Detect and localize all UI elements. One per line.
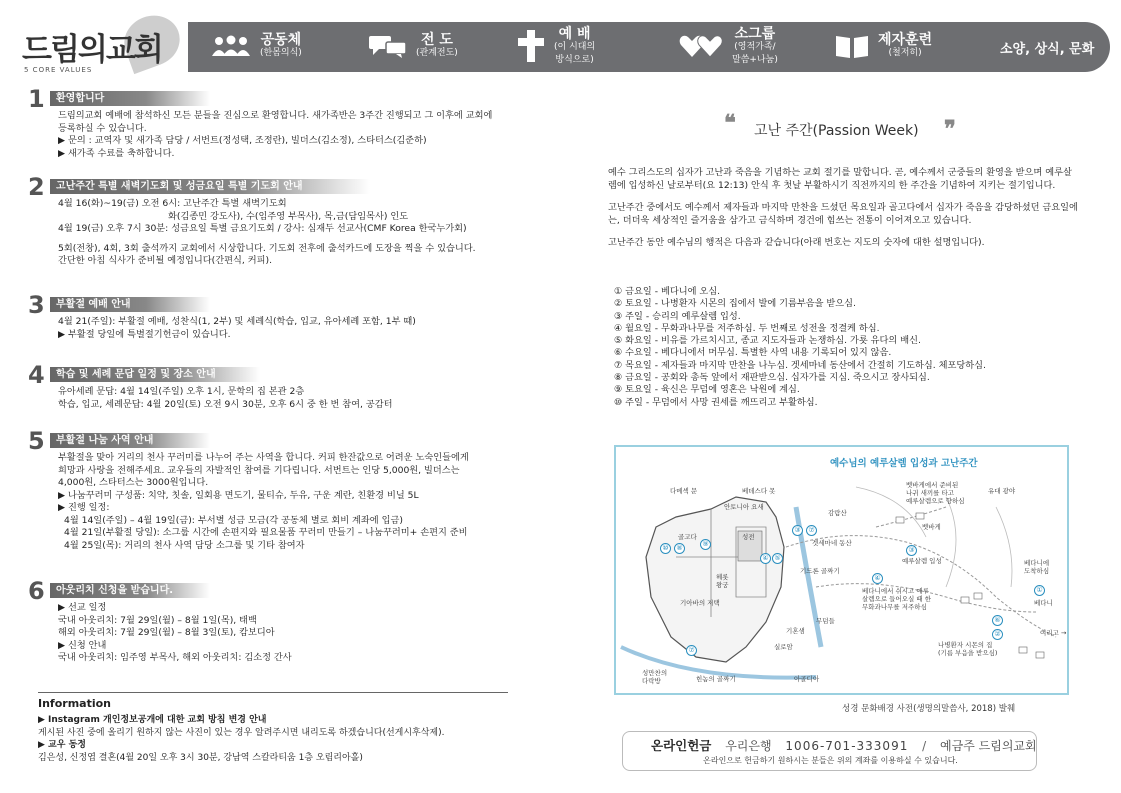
step-item: ⑧ 금요일 - 공회와 총독 앞에서 재판받으심. 십자가를 지심. 죽으시고 장사되심.: [614, 372, 930, 384]
step-item: ⑦ 목요일 - 제자들과 마지막 만찬을 나누심. 겟세마네 동산에서 간절히 기도하심. 체포당하심.: [614, 359, 986, 371]
map-label: 기혼샘: [786, 627, 805, 635]
book-icon: [834, 33, 870, 62]
map-label: 기아바의 저택: [680, 599, 720, 607]
body-line: 부활절을 맞아 거리의 천사 꾸러미를 나누어 주는 사역을 합니다. 커피 한잔값으로 어려운 노숙인들에게: [58, 452, 469, 463]
nav-item-culture[interactable]: [1000, 22, 1094, 72]
body-line: 4월 19(금) 오후 7시 30분: 성금요일 특별 금요기도회 / 강사: 심재두 선교사(CMF Korea 한국누가회): [58, 223, 467, 234]
map-label: 안토니아 요새: [724, 503, 764, 511]
article-title: 고난 주간(Passion Week): [754, 123, 919, 139]
section-title: 아웃리치 신청을 받습니다.: [50, 583, 210, 598]
nav-item-worship[interactable]: [516, 22, 595, 72]
map-marker-3b: ③: [906, 545, 917, 556]
section-number: 3: [28, 291, 45, 319]
map-label: 베다니: [1034, 599, 1053, 607]
nav-label: 소양, 상식, 문화: [1000, 41, 1095, 57]
section-body: [58, 602, 538, 665]
step-item: ⑨ 토요일 - 육신은 무덤에 영혼은 낙원에 계심.: [614, 384, 800, 396]
section-number: 2: [28, 173, 45, 201]
section-number: 6: [28, 577, 45, 605]
body-line: 5회(전창), 4회, 3회 출석까지 교회에서 시상합니다. 기도회 전후에 출석카드에 도장을 찍을 수 있습니다.: [58, 242, 476, 254]
week-steps: [614, 286, 1074, 409]
nav-sublabel: (철저히): [888, 48, 922, 58]
nav-sublabel: (한몸의식): [260, 48, 302, 58]
step-item: ④ 월요일 - 무화과나무를 저주하심. 두 번째로 성전을 정결케 하심.: [614, 322, 880, 334]
body-line: 4월 25일(목): 거리의 천사 사역 담당 소그룹 및 기타 참여자: [64, 539, 305, 551]
body-line: 4월 21일(부활절 당일): 소그룹 시간에 손편지와 필요물품 꾸러미 만들기 – 나눔꾸러미+ 손편지 준비: [64, 527, 468, 538]
offering-account-line: [651, 736, 1037, 754]
info-line: ▶ 교우 동정: [38, 740, 86, 750]
body-line: 4월 16(화)~19(금) 오전 6시: 고난주간 특별 새벽기도회: [58, 198, 287, 209]
quote-open-icon: ❝: [724, 110, 736, 136]
offering-account-number[interactable]: 1006-701-333091: [785, 739, 909, 753]
map-marker-4: ④: [760, 553, 771, 564]
map-label: 골고다: [678, 533, 697, 541]
offering-separator: /: [922, 739, 927, 753]
step-item: ⑤ 화요일 - 비유를 가르치시고, 종교 지도자들과 논쟁하심. 가룟 유다의 배신.: [614, 335, 921, 347]
quote-close-icon: ❞: [944, 116, 956, 142]
step-item: ② 토요일 - 나병환자 시몬의 집에서 발에 기름부음을 받으심.: [614, 298, 856, 310]
map-label: 예루살렘 입성: [902, 557, 942, 565]
church-logo[interactable]: [12, 10, 188, 76]
info-heading: Information: [38, 692, 508, 714]
map-label: 힌놈의 골짜기: [696, 675, 736, 683]
header: [12, 10, 1110, 76]
nav-sublabel-2: 말씀+나눔): [732, 54, 778, 65]
step-item: ⑩ 주일 - 무덤에서 사망 권세를 깨뜨리고 부활하심.: [614, 396, 818, 408]
body-line: 학습, 입교, 세례문답: 4월 20일(토) 오전 9시 30분, 오후 6시 중 한 번 참여, 공감터: [58, 398, 393, 410]
info-line: ▶ Instagram 개인정보공개에 대한 교회 방침 변경 안내: [38, 715, 267, 725]
section-number: 5: [28, 427, 45, 455]
map-label: 헤롯 왕궁: [716, 573, 729, 589]
article-body: [608, 166, 1078, 258]
nav-sublabel: (관계전도): [416, 48, 458, 58]
body-line: 4,000원, 스타터스는 3000원입니다.: [58, 477, 209, 488]
map-label: 기드론 골짜기: [800, 567, 840, 575]
body-line: ▶ 새가족 수료를 축하합니다.: [58, 147, 175, 159]
map-title: 예수님의 예루살렘 입성과 고난주간: [830, 458, 978, 469]
body-line: ▶ 나눔꾸러미 구성품: 치약, 칫솔, 일회용 면도기, 물티슈, 두유, 구운 계란, 친환경 비닐 5L: [58, 489, 419, 501]
map-marker-6: ⑥: [992, 615, 1003, 626]
map-marker-9: ⑨: [700, 539, 711, 550]
speech-bubbles-icon: [368, 34, 408, 61]
step-item: ⑥ 수요일 - 베다니에서 머무심. 특별한 사역 내용 기록되어 있지 않음.: [614, 347, 892, 359]
map-marker-3: ③: [792, 525, 803, 536]
map-marker-5: ⑤: [772, 553, 783, 564]
core-values-nav: [188, 22, 1110, 72]
online-offering-box: [622, 731, 1037, 771]
body-line: ▶ 문의 : 교역자 및 새가족 담당 / 서번트(정성택, 조정란), 빌더스(김소정), 스타터스(김준하): [58, 135, 427, 146]
nav-sublabel: (영적가족/: [734, 41, 776, 52]
hearts-icon: [678, 33, 724, 62]
body-line: 화(김종민 강도사), 수(임주영 부목사), 목,금(담임목사) 인도: [168, 210, 409, 222]
body-line: 드림의교회 예배에 참석하신 모든 분들을 진심으로 환영합니다. 새가족반은 3주간 진행되고 그 이후에 교회에: [58, 110, 493, 121]
section-number: 1: [28, 85, 45, 113]
map-label: 실로암: [774, 643, 793, 651]
map-caption: 성경 문화배경 사전(생명의말씀사, 2018) 발췌: [842, 704, 1016, 714]
body-line: 해외 아웃리치: 7월 29일(월) – 8월 3일(토), 캄보디아: [58, 627, 275, 638]
nav-label: 제자훈련: [878, 32, 933, 48]
map-label: 다메섹 문: [670, 487, 698, 495]
map-label: 베다니에 도착하심: [1024, 559, 1050, 575]
body-line: 등록하실 수 있습니다.: [58, 122, 147, 134]
nav-sublabel-2: 방식으로): [555, 54, 594, 65]
people-icon: [210, 35, 252, 60]
map-label: 여리고 →: [1040, 629, 1067, 637]
map-label: 벳바게에서 준비된 나귀 새끼를 타고 예루살렘으로 향하심: [906, 481, 965, 505]
body-line: ▶ 선교 일정: [58, 602, 107, 613]
offering-bank: 우리은행: [725, 739, 772, 753]
map-label: 아골디아: [794, 675, 820, 683]
map-label: 감람산: [828, 509, 847, 517]
body-line: 희망과 사랑을 전해주세요. 교우들의 자발적인 참여를 기다립니다. 서번트는 인당 5,000원, 빌더스는: [58, 464, 460, 476]
offering-holder: 예금주 드림의교회: [940, 739, 1037, 753]
section-body: [58, 386, 538, 411]
section-title: 환영합니다: [50, 91, 210, 106]
map-graphic: [616, 447, 1069, 695]
info-body: [38, 714, 508, 764]
nav-label: 소그룹: [734, 25, 776, 42]
map-label: 무덤들: [816, 617, 835, 625]
map-marker-4b: ④: [872, 573, 883, 584]
body-line: 국내 아웃리치: 7월 29일(월) – 8월 1일(목), 태백: [58, 614, 257, 626]
nav-label: 전 도: [420, 32, 453, 48]
article-paragraph: 고난주간 중에서도 예수께서 제자들과 마지막 만찬을 드셨던 목요일과 골고다에서 십자가 죽음을 감당하셨던 금요일에는, 더더욱 세상적인 즐거움을 삼가고 금식하며 경건에 힘쓰는 전통이 이어져오고 있습니다.: [608, 202, 1078, 226]
info-line: 김은성, 신정엽 결혼(4월 20일 오후 3시 30분, 강남역 스칼라티움 1층 오림리아홀): [38, 752, 363, 763]
article-paragraph: 고난주간 동안 예수님의 행적은 다음과 같습니다(아래 번호는 지도의 숫자에 대한 설명입니다).: [608, 237, 985, 248]
map-marker-2: ②: [992, 629, 1003, 640]
logo-subtitle: 5 CORE VALUES: [24, 66, 93, 74]
body-line: ▶ 진행 일정:: [58, 502, 110, 513]
jerusalem-map: [614, 445, 1069, 695]
map-marker-1: ①: [1034, 585, 1045, 596]
body-line: ▶ 부활절 당일에 특별절기헌금이 있습니다.: [58, 328, 231, 340]
cross-icon: [516, 29, 546, 66]
nav-item-discipleship[interactable]: [834, 22, 932, 72]
body-line: 간단한 아침 식사가 준비될 예정입니다(간편식, 커피).: [58, 255, 272, 266]
section-body: [58, 452, 538, 552]
map-marker-7b: ⑦: [686, 645, 697, 656]
map-marker-7: ⑦: [806, 525, 817, 536]
section-title: 고난주간 특별 새벽기도회 및 성금요일 특별 기도회 안내: [50, 179, 370, 194]
logo-text: 드림의교회: [22, 32, 162, 68]
map-marker-8: ⑧: [674, 543, 685, 554]
section-title: 학습 및 세례 문답 일정 및 장소 안내: [50, 367, 260, 382]
map-marker-10: ⑩: [660, 543, 671, 554]
body-line: 유아세례 문답: 4월 14일(주일) 오후 1시, 문학의 집 본관 2층: [58, 386, 305, 397]
map-label: 벳바게: [922, 523, 941, 531]
step-item: ① 금요일 - 베다니에 오심.: [614, 286, 721, 297]
body-line: 국내 아웃리치: 임주영 부목사, 해외 아웃리치: 김소정 간사: [58, 652, 292, 663]
nav-label: 공동체: [260, 32, 302, 48]
nav-item-community[interactable]: [210, 22, 302, 72]
nav-label: 예 배: [558, 25, 591, 42]
section-number: 4: [28, 361, 45, 389]
nav-sublabel: (이 시대의: [554, 41, 596, 52]
info-line: 게시된 사진 중에 올리기 원하지 않는 사진이 있는 경우 알려주시면 내리도록 하겠습니다(선게시후삭제).: [38, 727, 445, 738]
offering-note: 온라인으로 헌금하기 원하시는 분들은 위의 계좌를 이용하실 수 있습니다.: [703, 756, 958, 765]
section-body: [58, 110, 538, 160]
nav-item-small-group[interactable]: [678, 22, 778, 72]
section-title: 부활절 예배 안내: [50, 297, 210, 312]
body-line: 4월 14일(주일) – 4월 19일(금): 부서별 성금 모금(각 공동체 별로 회비 계좌에 입금): [64, 514, 403, 526]
map-label: 나병환자 시몬의 집 (기름 부음을 받으심): [938, 641, 998, 657]
map-label: 베데스다 못: [742, 487, 776, 495]
map-label: 베다니에서 쉬시고 예루 살렘으로 들어오실 때 한 무화과나무를 저주하심: [862, 587, 931, 611]
body-line: ▶ 신청 안내: [58, 639, 107, 651]
map-label: 성만찬의 다락방: [642, 669, 668, 685]
map-label: 유대 광야: [988, 487, 1016, 495]
map-label: 성전: [742, 533, 755, 541]
offering-label: 온라인헌금: [651, 738, 712, 753]
article-paragraph: 예수 그리스도의 십자가 고난과 죽음을 기념하는 교회 절기를 말합니다. 곧, 예수께서 군중들의 환영을 받으며 예루살렘에 입성하신 날로부터(요 12:13) 안식 후 첫날 부활하시기 직전까지의 한 주간을 기념하여 지키는 절기입니다.: [608, 167, 1072, 191]
step-item: ③ 주일 - 승리의 예루살렘 입성.: [614, 310, 741, 322]
nav-item-evangelism[interactable]: [368, 22, 458, 72]
map-label: 겟세마네 동산: [812, 539, 852, 547]
section-body: [58, 198, 538, 268]
section-body: [58, 316, 538, 341]
information-box: [38, 692, 508, 764]
body-line: 4월 21(주일): 부활절 예배, 성찬식(1, 2부) 및 세례식(학습, 입교, 유아세례 포함, 1부 때): [58, 316, 416, 327]
section-title: 부활절 나눔 사역 안내: [50, 433, 210, 448]
